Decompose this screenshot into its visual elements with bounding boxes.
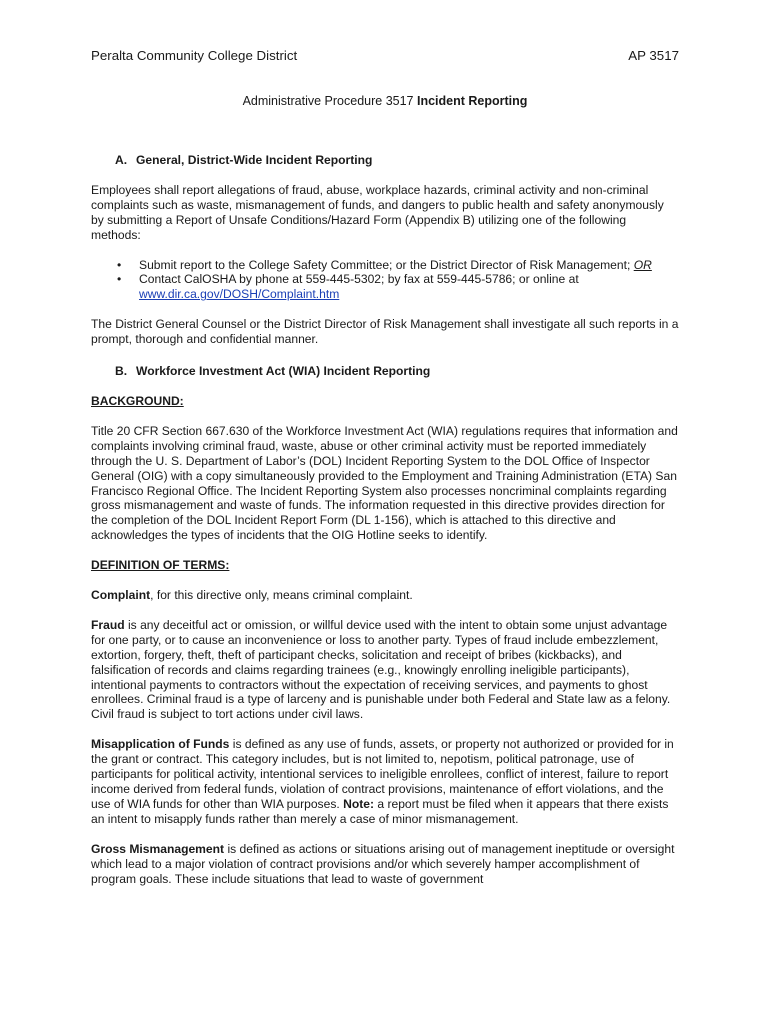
- section-b-title: Workforce Investment Act (WIA) Incident Reporting: [136, 364, 431, 379]
- complaint-term: Complaint: [91, 588, 151, 603]
- section-a-intro: Employees shall report allegations of fraud, abuse, workplace hazards, criminal activity and non-criminal complaints such as waste, mismanagement of funds, and dangers to public health and safety anonymously by submitting a Report of Unsafe Conditions/Hazard Form (Appendix B) utilizing one of the following methods:: [91, 182, 664, 242]
- reporting-methods-list: [91, 258, 679, 303]
- header-organization: Peralta Community College District: [91, 48, 298, 63]
- bullet-1-or: OR: [633, 257, 652, 272]
- bullet-2-text: Contact CalOSHA by phone at 559-445-5302; by fax at 559-445-5786; or online at: [139, 272, 579, 287]
- background-heading: BACKGROUND:: [91, 393, 184, 408]
- complaint-definition: [91, 588, 679, 603]
- fraud-definition: [91, 618, 679, 722]
- header-procedure-code: AP 3517: [628, 48, 679, 63]
- title-bold: Incident Reporting: [416, 94, 528, 108]
- document-title: [0, 94, 770, 108]
- definitions-heading: DEFINITION OF TERMS:: [91, 558, 230, 573]
- gross-mismanagement-term: Gross Mismanagement: [91, 841, 225, 856]
- fraud-term: Fraud: [91, 617, 125, 632]
- misapplication-text: is defined as any use of funds, assets, or property not authorized or provided for in the grant or contract. This category includes, but is not limited to, nepotism, political patronage, use of participants for political activity, intentional services to ineligible enrollees, conflict of interest, failure to report income derived from federal funds, violation of contract provisions, maintenance of effort violations, and the use of WIA funds for other than WIA purposes.: [91, 737, 674, 811]
- title-prefix: Administrative Procedure 3517: [242, 94, 417, 108]
- calosha-complaint-link[interactable]: www.dir.ca.gov/DOSH/Complaint.htm: [139, 287, 340, 302]
- section-a-heading: [91, 153, 679, 168]
- document-body: [91, 153, 679, 901]
- bullet-icon: •: [117, 272, 122, 287]
- bullet-icon: •: [117, 257, 122, 272]
- gross-mismanagement-definition: [91, 842, 679, 887]
- misapplication-definition: [91, 737, 679, 826]
- section-a-label: A.: [115, 153, 128, 167]
- background-paragraph: Title 20 CFR Section 667.630 of the Workforce Investment Act (WIA) regulations requires that information and complaints involving criminal fraud, waste, abuse or other criminal activity must be reported immediately through the U. S. Department of Labor’s (DOL) Incident Reporting System to the DOL Office of Inspector General (OIG) with a copy simultaneously provided to the Employment and Training Administration (ETA) San Francisco Regional Office. The Incident Reporting System also processes noncriminal complaints regarding gross mismanagement and waste of funds. The information requested in this directive provides direction for the completion of the DOL Incident Report Form (DL 1-156), which is attached to this directive and acknowledges the types of incidents that the OIG Hotline seeks to identify.: [91, 423, 678, 543]
- misapplication-note-text: a report must be filed when it appears that there exists an intent to misapply funds rather than merely a case of minor mismanagement.: [91, 796, 669, 826]
- misapplication-term: Misapplication of Funds: [91, 737, 230, 752]
- complaint-text: , for this directive only, means criminal complaint.: [150, 588, 413, 603]
- gross-mismanagement-text: is defined as actions or situations arising out of management ineptitude or oversight which lead to a major violation of contract provisions and/or which severely hamper accomplishment of program goals. These include situations that lead to waste of government: [91, 841, 675, 886]
- list-item: [117, 258, 679, 273]
- section-a-closing: The District General Counsel or the District Director of Risk Management shall investigate all such reports in a prompt, thorough and confidential manner.: [91, 317, 679, 347]
- bullet-1-text: Submit report to the College Safety Committee; or the District Director of Risk Management;: [139, 257, 634, 272]
- fraud-text: is any deceitful act or omission, or willful device used with the intent to obtain some unjust advantage for one party, or to cause an inconvenience or loss to another party. Types of fraud include embezzlement, extortion, forgery, theft, theft of participant checks, solicitation and receipt of bribes (kickbacks), and falsification of records and claims regarding trainees (e.g., knowingly enrolling ineligible participants), intentional payments to contractors without the expectation of receiving services, and payments to ghost enrollees. Criminal fraud is a type of larceny and is punishable under both Federal and State law as a felony. Civil fraud is subject to tort actions under civil laws.: [91, 617, 671, 722]
- list-item: [117, 272, 679, 302]
- section-a-title: General, District-Wide Incident Reporting: [136, 153, 373, 167]
- section-b-label: B.: [115, 364, 128, 379]
- section-b-heading: [91, 364, 679, 379]
- misapplication-note-label: Note:: [343, 796, 374, 811]
